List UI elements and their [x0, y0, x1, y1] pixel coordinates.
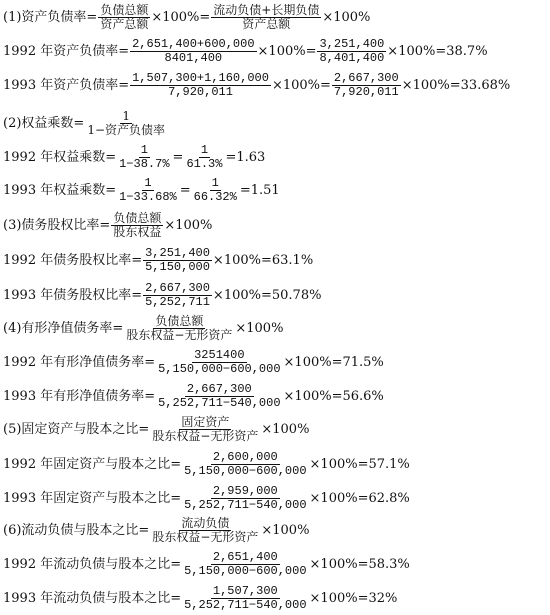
fraction-numerator: 2,667,300 [145, 280, 210, 295]
formula-result: ×100%=50.78% [212, 287, 322, 303]
fraction-numerator: 固定资产 [181, 414, 230, 429]
formula-operator: = [179, 182, 191, 198]
fraction-numerator: 1 [211, 175, 219, 190]
fraction-denominator: 7,920,011 [333, 84, 399, 99]
fraction [98, 4, 150, 31]
formula-label: 1992 年固定资产与股本之比= [3, 456, 182, 472]
fraction-numerator: 负债总额 [100, 2, 149, 17]
fraction-denominator: 资产总额 [242, 16, 291, 31]
formula-row-1993-equity-multiplier [3, 175, 280, 205]
fraction-numerator: 1 [140, 142, 148, 157]
fraction [211, 4, 321, 31]
formula-label: (1)资产负债率= [3, 9, 98, 25]
fraction [150, 517, 260, 544]
formula-row-1992-equity-multiplier [3, 142, 265, 172]
fraction-numerator: 3251400 [194, 347, 245, 362]
fraction-denominator: 股东权益−无形资产 [152, 529, 259, 544]
fraction-denominator: 资产总额 [100, 16, 149, 31]
formula-row-1992-fixed-assets-to-equity [3, 449, 410, 479]
fraction-denominator: 5,252,711 [145, 294, 210, 309]
formula-result: =1.51 [239, 182, 280, 198]
fraction-denominator: 8,401,400 [319, 50, 385, 65]
fraction [117, 144, 171, 171]
fraction-numerator: 1,507,300+1,160,000 [132, 70, 269, 85]
fraction [130, 38, 256, 65]
fraction [85, 110, 167, 137]
formula-tail: ×100% [261, 522, 310, 538]
formula-label: 1992 年资产负债率= [3, 43, 130, 59]
formula-header-debt-equity-ratio [3, 210, 212, 240]
formula-label: 1992 年债务股权比率= [3, 252, 143, 268]
fraction-denominator: 股东权益−无形资产 [152, 428, 259, 443]
fraction [150, 416, 260, 443]
formula-result: ×100%=71.5% [283, 354, 384, 370]
formula-label: 1993 年资产负债率= [3, 77, 130, 93]
formula-header-tangible-net-worth-debt-ratio [3, 313, 283, 343]
formula-row-1993-fixed-assets-to-equity [3, 483, 410, 513]
formula-operator: = [172, 149, 184, 165]
fraction-denominator: 5,252,711−540,000 [184, 497, 307, 512]
fraction [111, 212, 163, 239]
fraction [143, 247, 212, 274]
fraction-numerator: 1 [200, 142, 209, 157]
formula-row-1993-debt-ratio [3, 70, 510, 100]
fraction-denominator: 股东权益 [113, 224, 162, 239]
formula-label: (4)有形净值债务率= [3, 320, 124, 336]
fraction-numerator: 流动负债 [181, 515, 230, 530]
fraction-numerator: 3,251,400 [145, 245, 210, 260]
formula-label: 1993 年固定资产与股本之比= [3, 490, 182, 506]
formula-operator: ×100%= [257, 43, 317, 59]
fraction-numerator: 1 [144, 175, 152, 190]
formula-header-debt-ratio [3, 2, 370, 32]
formula-result: ×100%=56.6% [283, 388, 384, 404]
formula-result: =1.63 [225, 149, 266, 165]
fraction [130, 72, 271, 99]
formula-row-1992-debt-equity-ratio [3, 245, 313, 275]
formula-tail: ×100% [261, 421, 310, 437]
formula-label: (6)流动负债与股本之比= [3, 522, 150, 538]
fraction [182, 451, 308, 478]
formula-label: 1992 年有形净值债务率= [3, 354, 156, 370]
fraction-denominator: 5,252,711−540,000 [158, 395, 281, 410]
formula-row-1993-debt-equity-ratio [3, 280, 321, 310]
fraction-denominator: 5,150,000−600,000 [158, 361, 281, 376]
formula-operator: ×100%= [271, 77, 331, 93]
formula-result: ×100%=32% [309, 590, 398, 606]
fraction-denominator: 1−资产负债率 [87, 122, 166, 137]
fraction-numerator: 1,507,300 [212, 583, 278, 598]
fraction-numerator: 2,959,000 [212, 483, 278, 498]
fraction [124, 315, 234, 342]
fraction-denominator: 1−33.68% [119, 189, 177, 204]
fraction-denominator: 5,252,711−540,000 [184, 597, 307, 612]
fraction-numerator: 2,651,400+600,000 [132, 36, 255, 51]
fraction-numerator: 2,600,000 [212, 449, 278, 464]
formula-header-current-liabilities-to-equity [3, 515, 309, 545]
fraction [156, 383, 282, 410]
formula-row-1992-debt-ratio [3, 36, 488, 66]
formula-header-fixed-assets-to-equity [3, 414, 309, 444]
fraction [317, 38, 386, 65]
formula-tail: ×100% [164, 217, 213, 233]
fraction-denominator: 5,150,000−600,000 [184, 463, 307, 478]
fraction-denominator: 7,920,011 [168, 84, 233, 99]
formula-row-1992-current-liabilities-to-equity [3, 549, 410, 579]
fraction-numerator: 2,667,300 [186, 381, 252, 396]
fraction-numerator: 2,651,400 [212, 549, 278, 564]
formula-result: ×100%=57.1% [309, 456, 410, 472]
fraction [182, 585, 308, 612]
formula-row-1993-tangible-net-worth-debt-ratio [3, 381, 384, 411]
formula-label: (2)权益乘数= [3, 115, 85, 131]
formula-operator: ×100%= [151, 9, 211, 25]
fraction-denominator: 8401,400 [164, 50, 223, 65]
fraction-numerator: 1 [122, 108, 130, 123]
formula-result: ×100%=63.1% [212, 252, 314, 268]
formula-tail: ×100% [322, 9, 371, 25]
fraction [156, 349, 282, 376]
formula-label: (3)债务股权比率= [3, 217, 111, 233]
formula-result: ×100%=38.7% [387, 43, 488, 59]
fraction-numerator: 2,667,300 [333, 70, 399, 85]
fraction [117, 177, 179, 204]
fraction-denominator: 5,150,000 [145, 259, 210, 274]
fraction-numerator: 3,251,400 [319, 36, 385, 51]
formula-result: ×100%=33.68% [401, 77, 511, 93]
formula-result: ×100%=62.8% [309, 490, 410, 506]
fraction [184, 144, 224, 171]
formula-label: 1993 年流动负债与股本之比= [3, 590, 182, 606]
formula-tail: ×100% [235, 320, 284, 336]
formula-label: 1993 年权益乘数= [3, 182, 117, 198]
fraction [182, 551, 308, 578]
fraction-numerator: 负债总额 [113, 210, 162, 225]
fraction [192, 177, 239, 204]
fraction-numerator: 流动负债+长期负债 [213, 2, 320, 17]
formula-row-1992-tangible-net-worth-debt-ratio [3, 347, 384, 377]
formula-row-1993-current-liabilities-to-equity [3, 583, 397, 613]
fraction-denominator: 5,150,000−600,000 [184, 563, 307, 578]
fraction-denominator: 股东权益−无形资产 [126, 327, 233, 342]
formula-label: (5)固定资产与股本之比= [3, 421, 150, 437]
formula-label: 1993 年债务股权比率= [3, 287, 143, 303]
fraction [332, 72, 401, 99]
formula-label: 1992 年流动负债与股本之比= [3, 556, 182, 572]
fraction [182, 485, 308, 512]
fraction [143, 282, 212, 309]
formula-label: 1992 年权益乘数= [3, 149, 117, 165]
formula-result: ×100%=58.3% [309, 556, 410, 572]
fraction-denominator: 1−38.7% [119, 156, 170, 171]
fraction-denominator: 61.3% [186, 156, 223, 171]
fraction-numerator: 负债总额 [155, 313, 204, 328]
fraction-denominator: 66.32% [193, 189, 237, 204]
formula-label: 1993 年有形净值债务率= [3, 388, 156, 404]
formula-header-equity-multiplier [3, 108, 168, 138]
